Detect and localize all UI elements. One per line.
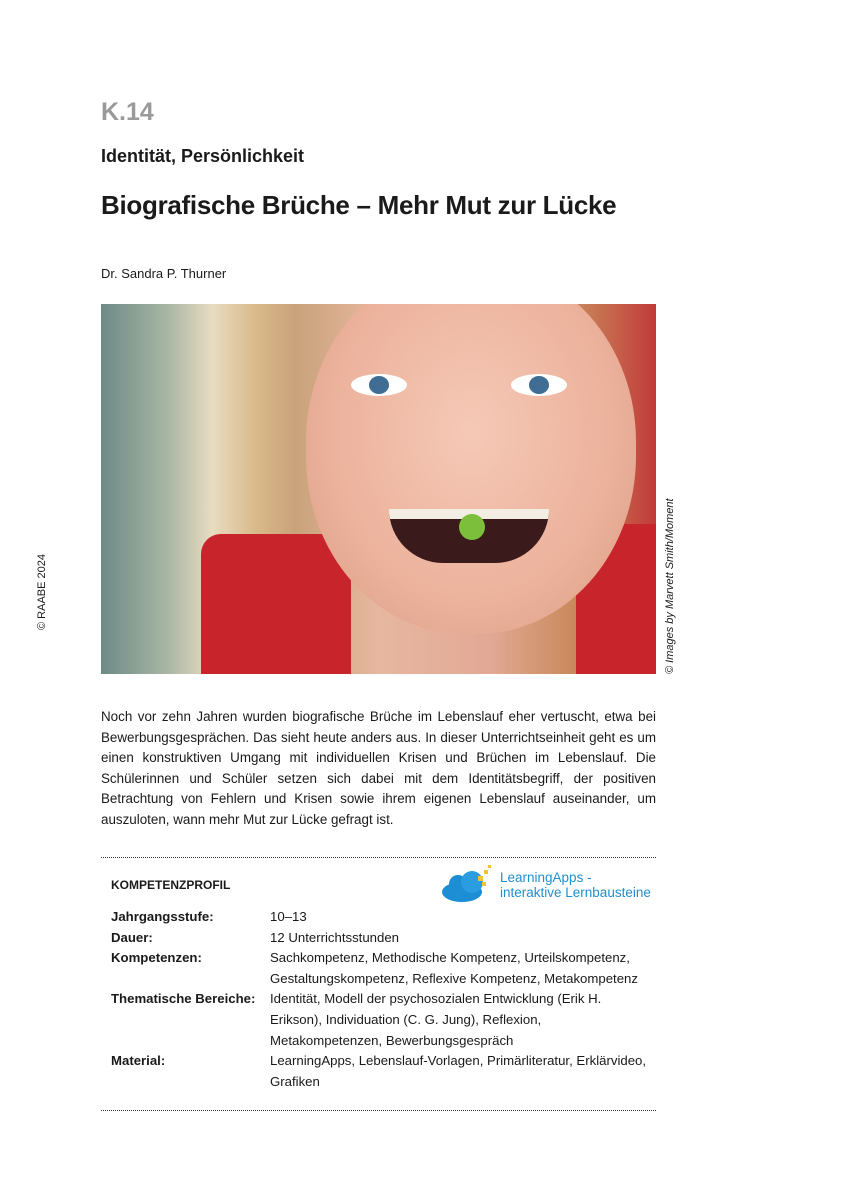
table-row bbox=[111, 948, 656, 989]
row-value: Sachkompetenz, Methodische Kompetenz, Urteilskompetenz, Gestaltungskompetenz, Reflexive Kompetenz, Metakompetenz bbox=[270, 950, 638, 986]
table-row bbox=[111, 928, 656, 949]
photo-eye-left bbox=[351, 374, 407, 396]
row-label: Jahrgangsstufe: bbox=[111, 909, 214, 924]
row-value: 10–13 bbox=[270, 909, 307, 924]
cloud-icon bbox=[440, 862, 500, 906]
row-value: 12 Unterrichtsstunden bbox=[270, 929, 400, 945]
divider-top bbox=[101, 857, 656, 858]
author: Dr. Sandra P. Thurner bbox=[101, 266, 227, 281]
row-value: LearningApps, Lebenslauf-Vorlagen, Primärliteratur, Erklärvideo, Grafiken bbox=[270, 1053, 647, 1089]
photo-chair bbox=[201, 534, 351, 674]
photo-face bbox=[306, 304, 636, 634]
row-label: Kompetenzen: bbox=[111, 950, 202, 966]
row-label: Dauer: bbox=[111, 929, 153, 945]
photo-eye-right bbox=[511, 374, 567, 396]
logo-line1: LearningApps - bbox=[500, 870, 592, 885]
profile-heading: KOMPETENZPROFIL bbox=[111, 878, 231, 892]
row-value: Identität, Modell der psychosozialen Entwicklung (Erik H. Erikson), Individuation (C. G. Jung), Reflexion, Metakompetenzen, Bewerbungsgespräch bbox=[270, 991, 602, 1048]
photo-credit: © Images by Marvett Smith/Moment bbox=[664, 498, 676, 674]
row-label: Thematische Bereiche: bbox=[111, 991, 256, 1007]
table-row bbox=[111, 1051, 656, 1092]
unit-code: K.14 bbox=[101, 98, 154, 126]
row-label: Material: bbox=[111, 1053, 166, 1069]
logo-line2: interaktive Lernbausteine bbox=[500, 885, 651, 900]
table-row bbox=[111, 989, 656, 1051]
intro-paragraph: Noch vor zehn Jahren wurden biografische Brüche im Lebenslauf eher vertuscht, etwa bei Bewerbungsgesprächen. Das sieht heute anders aus. In dieser Unterrichtseinheit geht es um einen konstruktiven Umgang mit individuellen Krisen und Brüchen im Lebenslauf. Die Schülerinnen und Schüler setzen sich dabei mit dem Identitätsbegriff, der positiven Betrachtung von Fehlern und Krisen sowie ihrem eigenen Lebenslauf auseinander, um auszuloten, wann mehr Mut zur Lücke gefragt ist. bbox=[101, 709, 656, 827]
page-title: Biografische Brüche – Mehr Mut zur Lücke bbox=[101, 190, 617, 220]
learningapps-logo bbox=[440, 862, 660, 906]
cover-photo bbox=[101, 304, 656, 674]
competence-table bbox=[111, 907, 656, 1092]
subject-heading: Identität, Persönlichkeit bbox=[101, 146, 305, 166]
photo-pea bbox=[459, 514, 485, 540]
copyright: © RAABE 2024 bbox=[36, 554, 48, 630]
table-row bbox=[111, 907, 656, 928]
divider-bottom bbox=[101, 1110, 656, 1111]
